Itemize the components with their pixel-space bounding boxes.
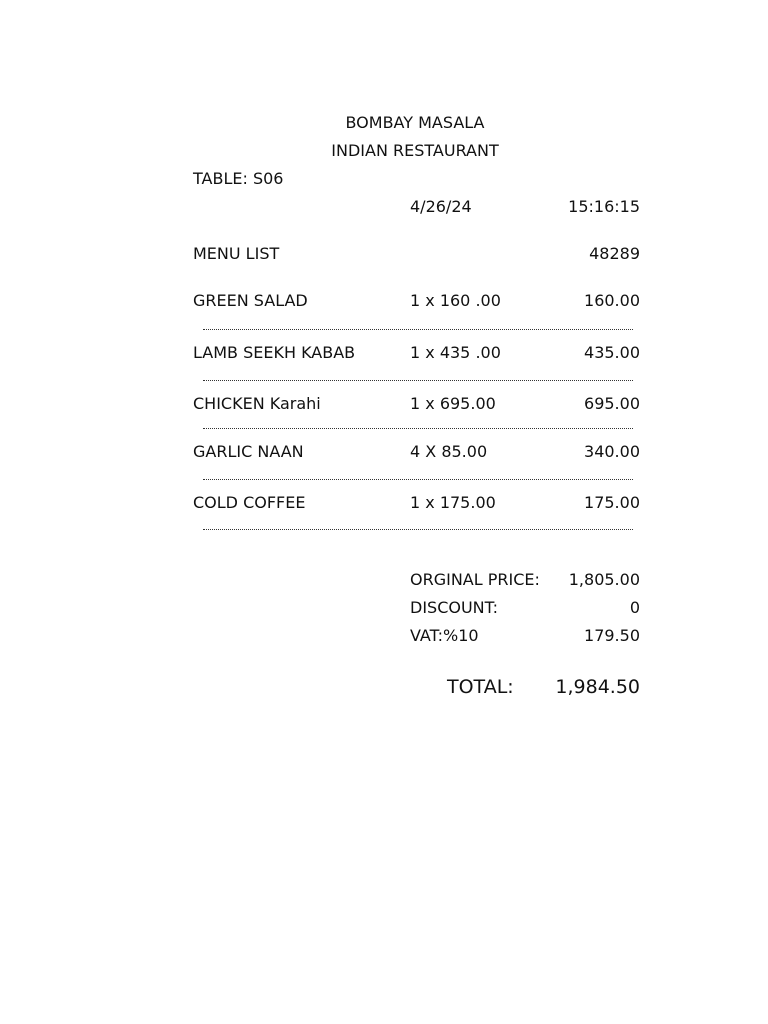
item-amount: 340.00 — [584, 442, 640, 461]
restaurant-name: BOMBAY MASALA — [345, 113, 485, 132]
item-name: GREEN SALAD — [193, 291, 308, 310]
item-amount: 160.00 — [584, 291, 640, 310]
vat-label: VAT:%10 — [410, 626, 479, 645]
receipt-date: 4/26/24 — [410, 197, 472, 216]
original-price-label: ORGINAL PRICE: — [410, 570, 540, 589]
item-name: COLD COFFEE — [193, 493, 306, 512]
original-price-value: 1,805.00 — [568, 570, 640, 589]
menu-list-label: MENU LIST — [193, 244, 280, 263]
discount-value: 0 — [629, 598, 640, 617]
item-quantity: 4 X 85.00 — [410, 442, 488, 461]
table-number: TABLE: S06 — [193, 169, 284, 188]
item-quantity: 1 x 175.00 — [410, 493, 496, 512]
restaurant-subtitle: INDIAN RESTAURANT — [331, 141, 499, 160]
item-amount: 175.00 — [584, 493, 640, 512]
receipt-time: 15:16:15 — [568, 197, 640, 216]
dotted-divider — [203, 529, 633, 530]
vat-value: 179.50 — [584, 626, 640, 645]
item-quantity: 1 x 160 .00 — [410, 291, 501, 310]
dotted-divider — [203, 479, 633, 480]
item-quantity: 1 x 695.00 — [410, 394, 496, 413]
total-label: TOTAL: — [447, 676, 514, 698]
discount-label: DISCOUNT: — [410, 598, 499, 617]
dotted-divider — [203, 329, 633, 330]
item-name: GARLIC NAAN — [193, 442, 304, 461]
dotted-divider — [203, 428, 633, 429]
item-amount: 695.00 — [584, 394, 640, 413]
item-quantity: 1 x 435 .00 — [410, 343, 501, 362]
receipt-number: 48289 — [589, 244, 640, 263]
dotted-divider — [203, 380, 633, 381]
item-name: LAMB SEEKH KABAB — [193, 343, 356, 362]
total-value: 1,984.50 — [555, 676, 640, 698]
item-name: CHICKEN Karahi — [193, 394, 321, 413]
item-amount: 435.00 — [584, 343, 640, 362]
